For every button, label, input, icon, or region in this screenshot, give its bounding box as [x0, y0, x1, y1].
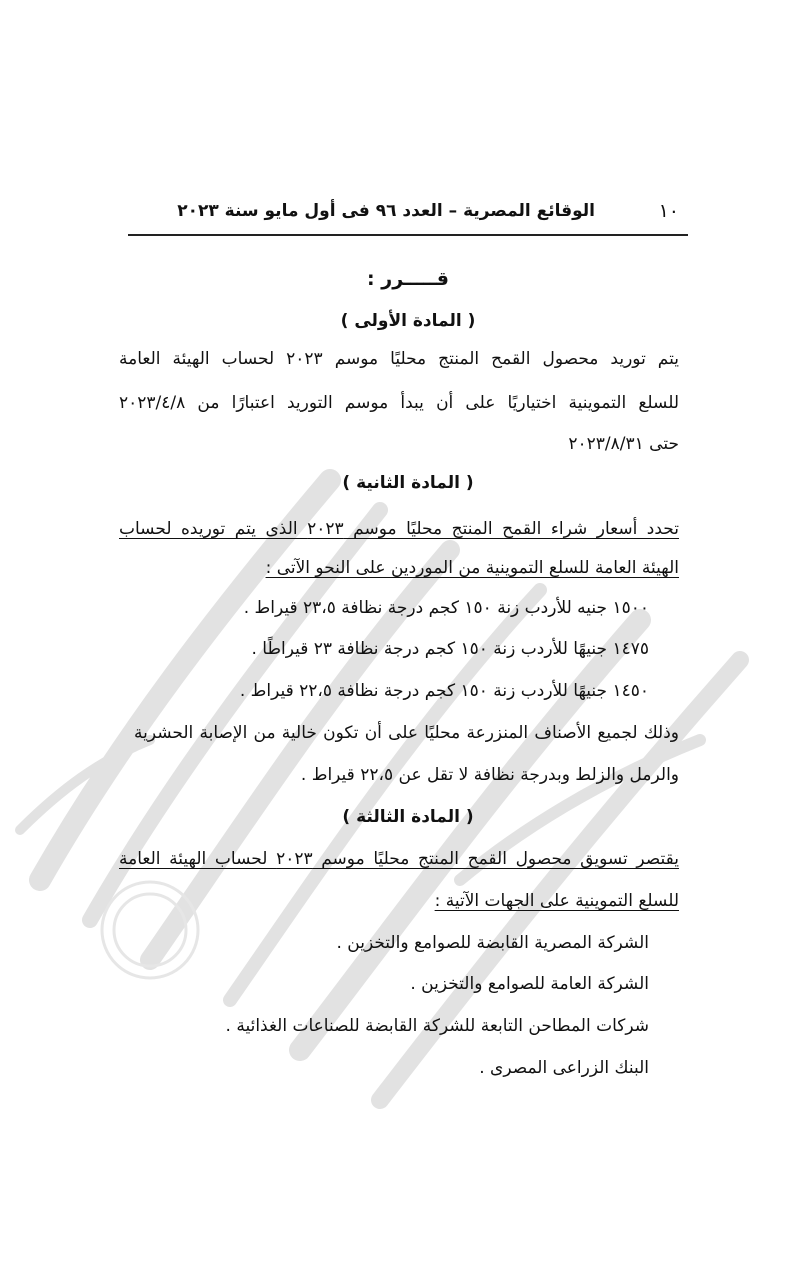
header-divider [128, 234, 688, 236]
article-1-line-1: يتم توريد محصول القمح المنتج محليًا موسم ٢٠٢٣ لحساب الهيئة العامة [119, 349, 679, 369]
article-3-title: ( المادة الثالثة ) [342, 807, 474, 827]
page-header-title: الوقائع المصرية – العدد ٩٦ فى أول مايو سنة ٢٠٢٣ [177, 201, 595, 221]
article-1-line-3: حتى ٢٠٢٣/٨/٣١ [568, 434, 679, 454]
article-2-note-line-2: والرمل والزلط وبدرجة نظافة لا تقل عن ٢٢،٥ قيراط . [300, 765, 679, 785]
article-1-line-2: للسلع التموينية اختياريًا على أن يبدأ موسم التوريد اعتبارًا من ٢٠٢٣/٤/٨ [119, 393, 679, 413]
article-2-line-1: تحدد أسعار شراء القمح المنتج محليًا موسم ٢٠٢٣ الذى يتم توريده لحساب [119, 519, 679, 539]
article-3-line-2: للسلع التموينية على الجهات الآتية : [434, 891, 679, 911]
article-1-title: ( المادة الأولى ) [340, 311, 476, 331]
price-item-3: ١٤٥٠ جنيهًا للأردب زنة ١٥٠ كجم درجة نظافة ٢٢،٥ قيراط . [239, 681, 649, 701]
article-2-line-2: الهيئة العامة للسلع التموينية من الموردين على النحو الآتى : [265, 558, 679, 578]
price-item-2: ١٤٧٥ جنيهًا للأردب زنة ١٥٠ كجم درجة نظافة ٢٣ قيراطًا . [251, 639, 649, 659]
entity-item-2: الشركة العامة للصوامع والتخزين . [410, 974, 649, 994]
price-item-1: ١٥٠٠ جنيه للأردب زنة ١٥٠ كجم درجة نظافة ٢٣،٥ قيراط . [243, 598, 649, 618]
article-2-note-line-1: وذلك لجميع الأصناف المنزرعة محليًا على أن تكون خالية من الإصابة الحشرية [134, 723, 679, 743]
article-3-line-1: يقتصر تسويق محصول القمح المنتج محليًا موسم ٢٠٢٣ لحساب الهيئة العامة [119, 849, 679, 869]
entity-item-3: شركات المطاحن التابعة للشركة القابضة للصناعات الغذائية . [225, 1016, 649, 1036]
article-2-title: ( المادة الثانية ) [342, 473, 474, 493]
entity-item-4: البنك الزراعى المصرى . [479, 1058, 649, 1078]
page-number: ١٠ [658, 200, 679, 222]
decree-heading: قـــــرر : [367, 268, 449, 290]
entity-item-1: الشركة المصرية القابضة للصوامع والتخزين . [336, 933, 649, 953]
